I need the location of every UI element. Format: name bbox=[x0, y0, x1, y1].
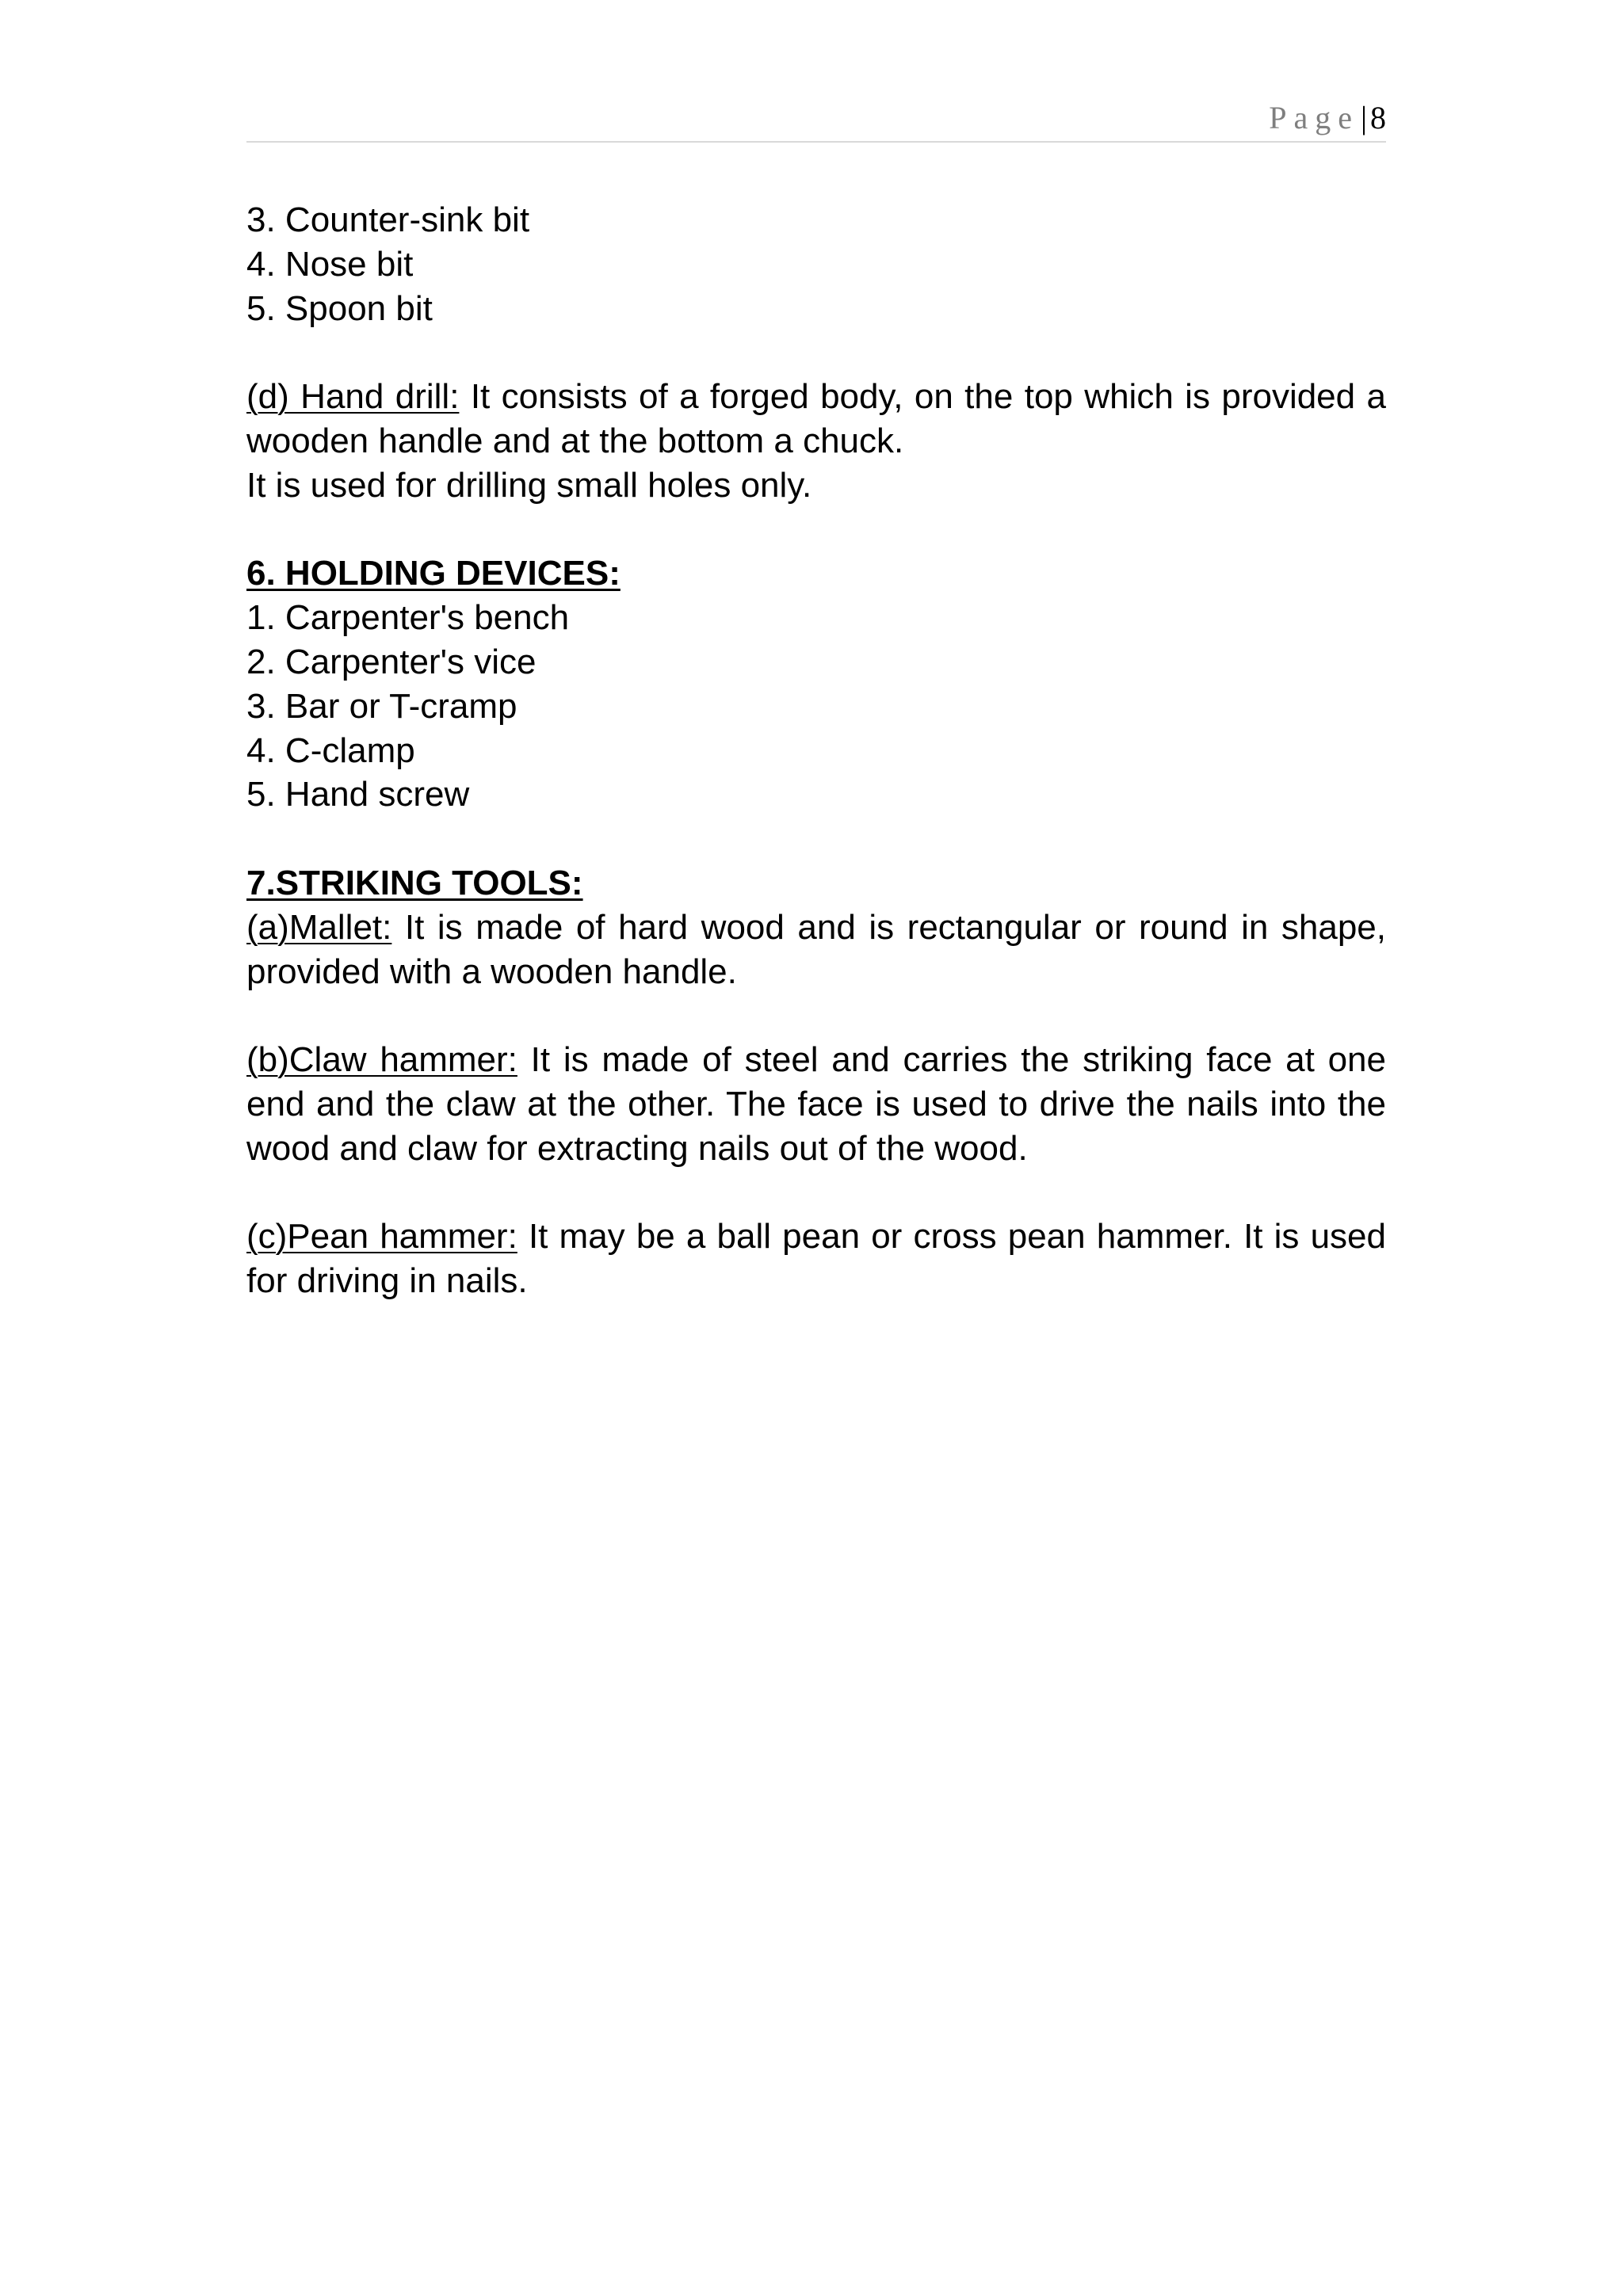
hand-drill-text: It consists of a forged body, on the top which is provided a wooden handle and at the bottom a chuck. bbox=[246, 377, 1386, 460]
spacer bbox=[246, 994, 1386, 1038]
pean-hammer-text: It may be a ball pean or cross pean hammer. It is used for driving in nails. bbox=[246, 1217, 1386, 1301]
hand-drill-term: (d) Hand drill: bbox=[246, 377, 460, 417]
spacer bbox=[246, 508, 1386, 552]
holding-devices-list bbox=[246, 596, 1386, 817]
spacer bbox=[246, 330, 1386, 375]
page-number: 8 bbox=[1370, 100, 1386, 135]
pean-hammer-term: (c)Pean hammer: bbox=[246, 1217, 517, 1257]
hand-drill-paragraph bbox=[246, 375, 1386, 463]
page-header bbox=[246, 98, 1386, 143]
list-item: 4. C-clamp bbox=[246, 730, 415, 770]
list-item: 1. Carpenter's bench bbox=[246, 598, 570, 638]
pean-hammer-paragraph bbox=[246, 1215, 1386, 1303]
page-separator: | bbox=[1360, 100, 1367, 135]
spacer bbox=[246, 817, 1386, 861]
claw-hammer-paragraph bbox=[246, 1038, 1386, 1170]
page-word: Page bbox=[1269, 100, 1359, 135]
list-item: 5. Hand screw bbox=[246, 775, 470, 814]
bits-list bbox=[246, 198, 1386, 330]
list-item: 5. Spoon bit bbox=[246, 288, 433, 328]
mallet-term: (a)Mallet: bbox=[246, 907, 392, 947]
claw-hammer-term: (b)Claw hammer: bbox=[246, 1040, 517, 1080]
spacer bbox=[246, 1171, 1386, 1215]
holding-devices-heading: 6. HOLDING DEVICES: bbox=[246, 554, 621, 593]
list-item: 2. Carpenter's vice bbox=[246, 642, 537, 681]
hand-drill-usage: It is used for drilling small holes only. bbox=[246, 465, 812, 505]
mallet-text: It is made of hard wood and is rectangular or round in shape, provided with a wooden handle. bbox=[246, 907, 1386, 991]
striking-tools-heading: 7.STRIKING TOOLS: bbox=[246, 863, 583, 902]
list-item: 3. Bar or T-cramp bbox=[246, 686, 517, 726]
list-item: 3. Counter-sink bit bbox=[246, 200, 530, 239]
page-content bbox=[246, 198, 1386, 1303]
claw-hammer-text: It is made of steel and carries the striking face at one end and the claw at the other. The face is used to drive the nails into the wood and claw for extracting nails out of the wood. bbox=[246, 1040, 1387, 1168]
list-item: 4. Nose bit bbox=[246, 244, 414, 284]
page-number-label bbox=[1269, 98, 1386, 138]
mallet-paragraph bbox=[246, 906, 1386, 994]
